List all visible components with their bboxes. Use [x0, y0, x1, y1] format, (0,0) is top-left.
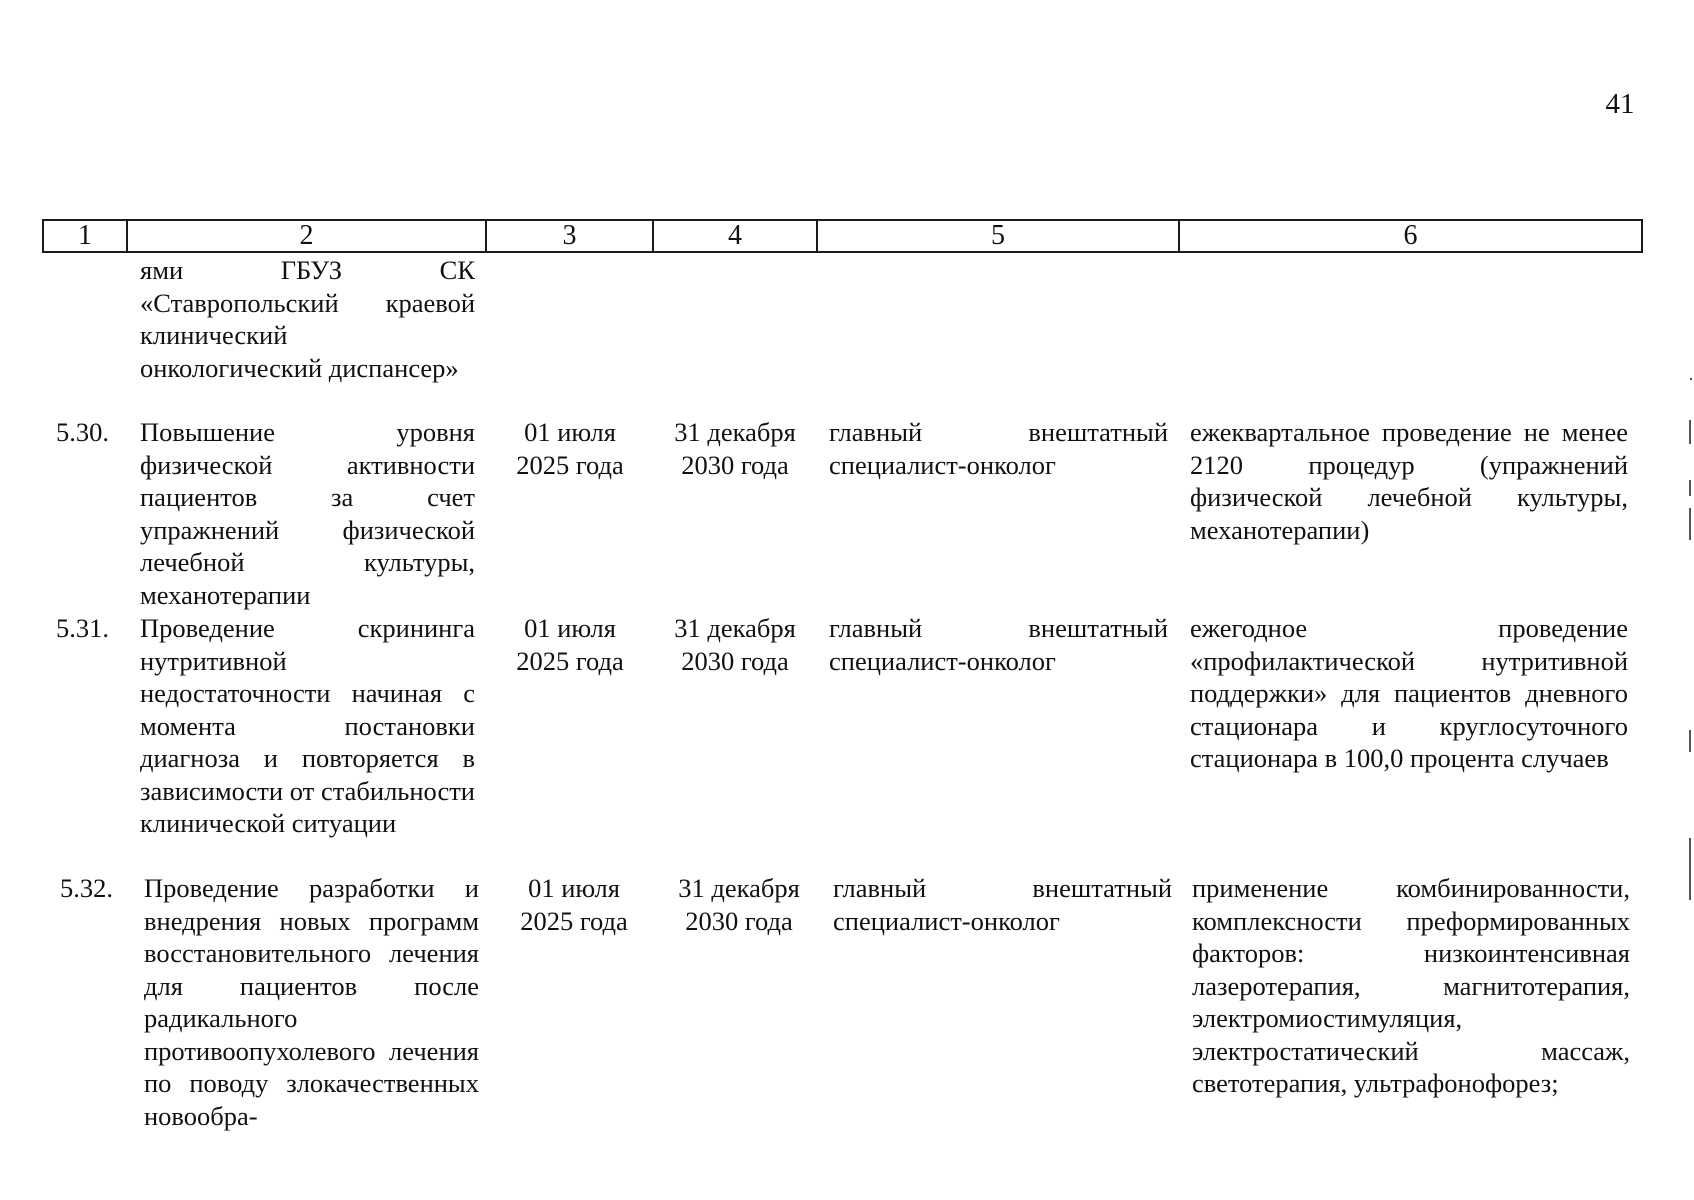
row-start-date: 01 июля 2025 года: [516, 613, 624, 676]
column-number-3: 3: [486, 220, 653, 252]
scan-artifact: [1690, 378, 1692, 380]
row-description: Повышение уровня физической активности пациентов за счет упражнений физической лечебной культуры, механотерапии: [140, 417, 475, 610]
column-number-1: 1: [43, 220, 127, 252]
row-responsible: главный внештатный специалист-онколог: [833, 873, 1172, 936]
row-end-date: 31 декабря 2030 года: [674, 417, 796, 480]
row-responsible: главный внештатный специалист-онколог: [829, 417, 1168, 480]
row-number: 5.32.: [60, 873, 113, 903]
row-description: Проведение скрининга нутритивной недостаточности начиная с момента постановки диагноза и повторяется в зависимости от стабильности клинической ситуации: [140, 613, 475, 838]
row-result: ежегодное проведение «профилактической нутритивной поддержки» для пациентов дневного стационара и круглосуточного стационара в 100,0 процента случаев: [1190, 613, 1628, 773]
row-start-date: 01 июля 2025 года: [516, 417, 624, 480]
row-responsible: главный внештатный специалист-онколог: [829, 613, 1168, 676]
scan-artifact: [1689, 480, 1691, 496]
scan-artifact: [1689, 508, 1691, 540]
scan-artifact: [1689, 838, 1691, 900]
scan-artifact: [1689, 730, 1691, 752]
page-number: 41: [1605, 88, 1635, 120]
row-description: Проведение разработки и внедрения новых программ восстановительного лечения для пациентов после радикального противоопухолевого лечения по поводу злокачественных новообра-: [144, 873, 479, 1131]
column-number-5: 5: [817, 220, 1179, 252]
row-result: применение комбинированности, комплексности преформированных факторов: низкоинтенсивная лазеротерапия, магнитотерапия, электромиостимуляция, электростатический массаж, светотерапия, ультрафонофорез;: [1192, 873, 1630, 1098]
column-number-6: 6: [1179, 220, 1642, 252]
row-number: 5.30.: [56, 417, 109, 447]
row-end-date: 31 декабря 2030 года: [678, 873, 800, 936]
row-result: ежеквартальное проведение не менее 2120 процедур (упражнений физической лечебной культуры, механотерапии): [1190, 417, 1628, 545]
column-number-4: 4: [653, 220, 817, 252]
row-end-date: 31 декабря 2030 года: [674, 613, 796, 676]
column-number-2: 2: [127, 220, 486, 252]
continuation-description: ями ГБУЗ СК «Ставропольский краевой клинический онкологический диспансер»: [140, 255, 475, 383]
row-start-date: 01 июля 2025 года: [520, 873, 628, 936]
table-header: [42, 219, 1643, 253]
row-number: 5.31.: [56, 613, 109, 643]
scan-artifact: [1689, 420, 1691, 444]
